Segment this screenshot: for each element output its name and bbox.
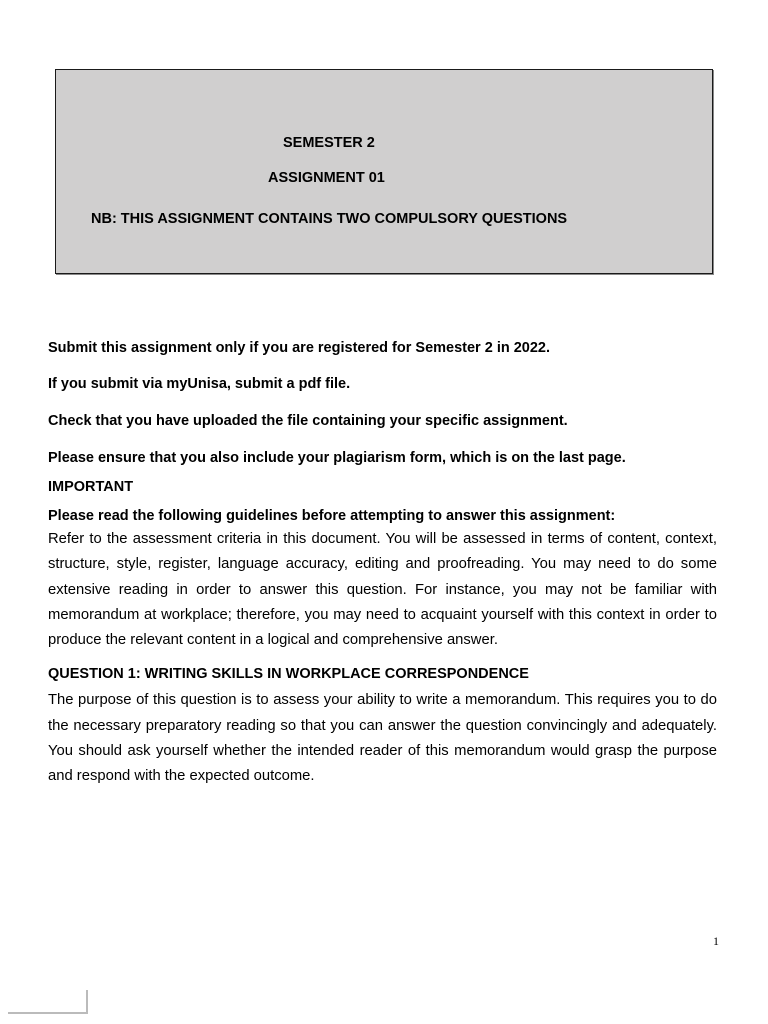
page-number: 1: [713, 934, 719, 948]
assignment-header-box: [55, 69, 713, 274]
assignment-label: ASSIGNMENT 01: [268, 170, 385, 186]
question-1-heading: QUESTION 1: WRITING SKILLS IN WORKPLACE CORRESPONDENCE: [48, 666, 529, 683]
semester-label: SEMESTER 2: [283, 135, 375, 151]
guidelines-heading: Please read the following guidelines before attempting to answer this assignment:: [48, 508, 616, 524]
page-corner-mark: [8, 990, 88, 1014]
document-body: [48, 340, 717, 790]
instruction-upload-check: Check that you have uploaded the file containing your specific assignment.: [48, 413, 568, 429]
instruction-plagiarism: Please ensure that you also include your plagiarism form, which is on the last page.: [48, 450, 626, 466]
guidelines-paragraph: Refer to the assessment criteria in this document. You will be assessed in terms of content, context, structure, style, register, language accuracy, editing and proofreading. You may need to do some extensive reading in order to answer this question. For instance, you may not be familiar with memorandum at workplace; therefore, you may need to acquaint yourself with this context in order to produce the relevant content in a logical and comprehensive answer.: [48, 531, 717, 649]
question-1-paragraph: The purpose of this question is to assess your ability to write a memorandum. This requires you to do the necessary preparatory reading so that you can answer the question convincingly and adequately. You should ask yourself whether the intended reader of this memorandum would grasp the purpose and respond with the expected outcome.: [48, 692, 717, 785]
instruction-registration: Submit this assignment only if you are registered for Semester 2 in 2022.: [48, 340, 551, 356]
instruction-pdf: If you submit via myUnisa, submit a pdf file.: [48, 376, 351, 392]
important-heading: IMPORTANT: [48, 479, 134, 495]
compulsory-notice: NB: THIS ASSIGNMENT CONTAINS TWO COMPULSORY QUESTIONS: [91, 211, 568, 227]
